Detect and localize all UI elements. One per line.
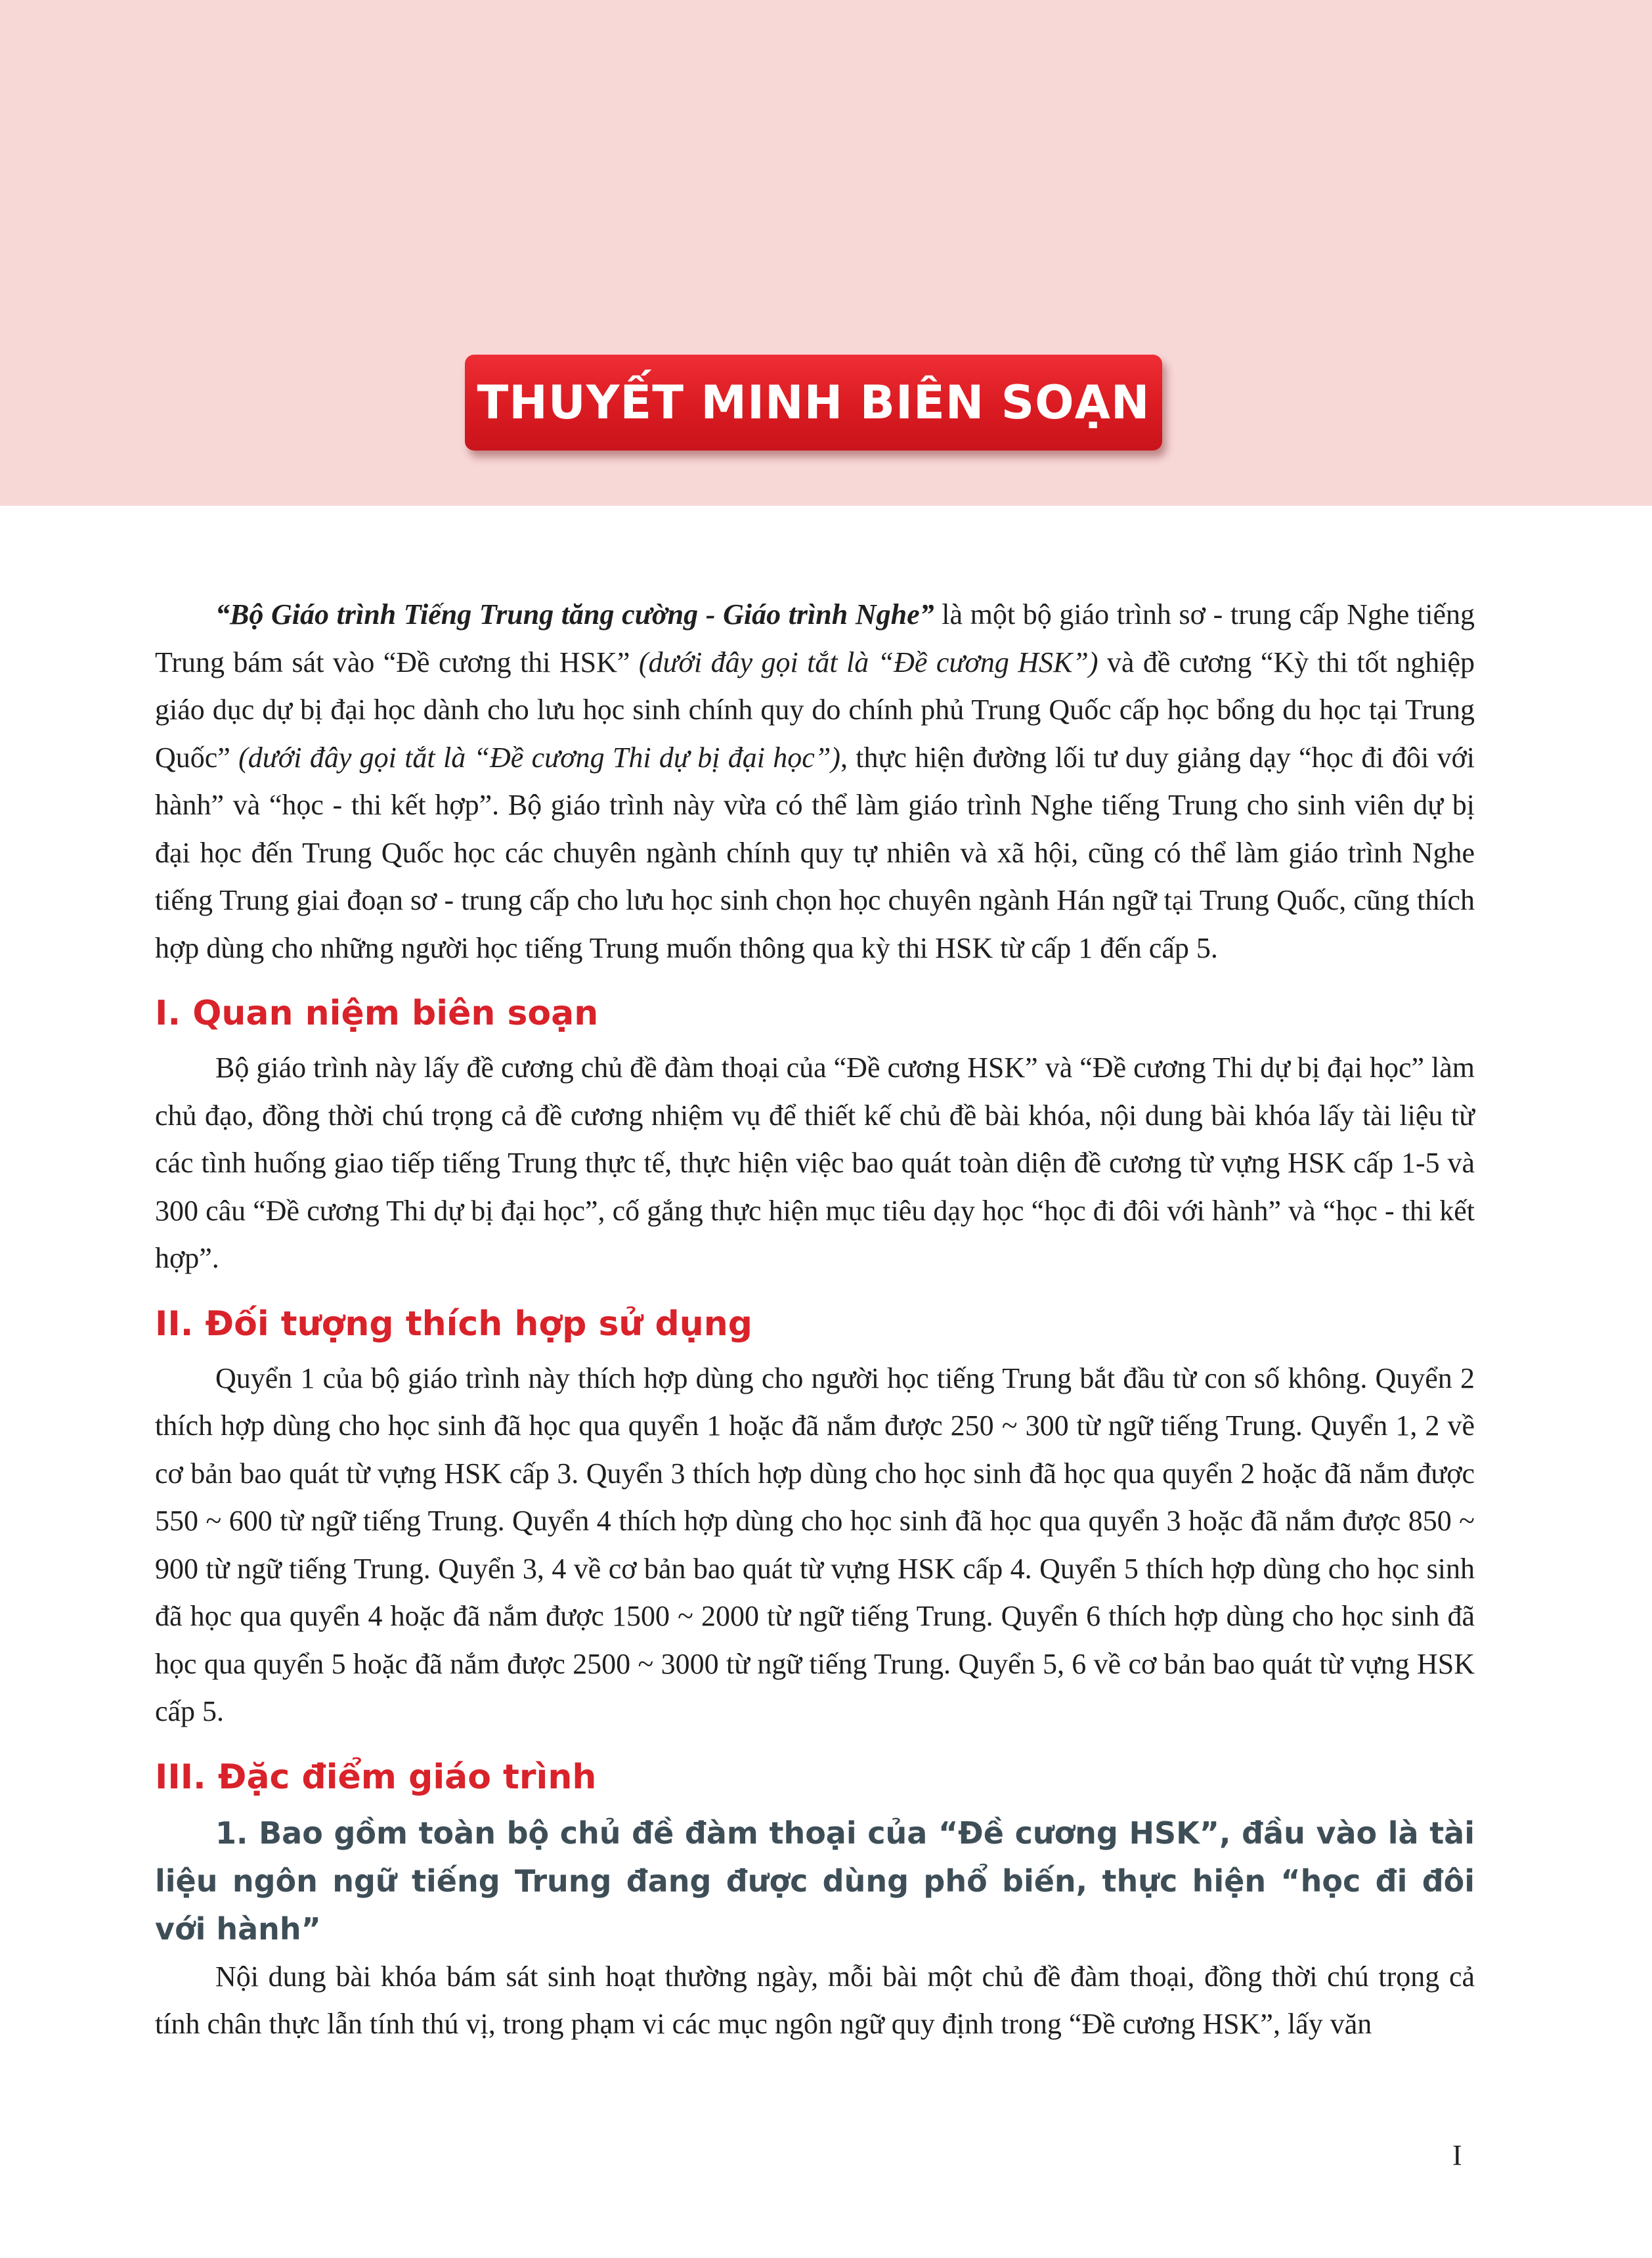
section-heading-1: I. Quan niệm biên soạn [155,994,599,1033]
section-paragraph-1: Bộ giáo trình này lấy đề cương chủ đề đàm thoại của “Đề cương HSK” và “Đề cương Thi dự bị đại học” làm chủ đạo, đồng thời chú trọng cả đề cương nhiệm vụ để thiết kế chủ đề bài khóa, nội dung bài khóa lấy tài liệu từ các tình huống giao tiếp tiếng Trung thực tế, thực hiện việc bao quát toàn diện đề cương từ vựng HSK cấp 1-5 và 300 câu “Đề cương Thi dự bị đại học”, cố gắng thực hiện mục tiêu dạy học “học đi đôi với hành” và “học - thi kết hợp”. [155,1052,1475,1274]
intro-text-2: và đề cương “Kỳ thi tốt nghiệp giáo dục dự bị đại học dành cho lưu học sinh chính quy do chính phủ Trung Quốc cấp học bổng du học tại Trung Quốc” [155,646,1475,774]
section-paragraph-3: Nội dung bài khóa bám sát sinh hoạt thường ngày, mỗi bài một chủ đề đàm thoại, đồng thời chú trọng cả tính chân thực lẫn tính thú vị, trong phạm vi các mục ngôn ngữ quy định trong “Đề cương HSK”, lấy văn [155,1960,1475,2040]
intro-text-1: là một bộ giáo trình sơ - trung cấp Nghe tiếng Trung bám sát vào “Đề cương thi HSK” [155,598,1475,678]
page-number: I [1452,2139,1462,2171]
page-title: THUYẾT MINH BIÊN SOẠN [477,376,1150,430]
section-heading-2: II. Đối tượng thích hợp sử dụng [155,1304,752,1344]
intro-italic-1: (dưới đây gọi tắt là “Đề cương HSK”) [638,646,1098,678]
section-heading-3: III. Đặc điểm giáo trình [155,1757,597,1797]
document-body [155,591,1475,2048]
section-paragraph-2: Quyển 1 của bộ giáo trình này thích hợp dùng cho người học tiếng Trung bắt đầu từ con số không. Quyển 2 thích hợp dùng cho học sinh đã học qua quyển 1 hoặc đã nắm được 250 ~ 300 từ ngữ tiếng Trung. Quyển 1, 2 về cơ bản bao quát từ vựng HSK cấp 3. Quyển 3 thích hợp dùng cho học sinh đã học qua quyển 2 hoặc đã nắm được 550 ~ 600 từ ngữ tiếng Trung. Quyển 4 thích hợp dùng cho học sinh đã học qua quyển 3 hoặc đã nắm được 850 ~ 900 từ ngữ tiếng Trung. Quyển 3, 4 về cơ bản bao quát từ vựng HSK cấp 4. Quyển 5 thích hợp dùng cho học sinh đã học qua quyển 4 hoặc đã nắm được 1500 ~ 2000 từ ngữ tiếng Trung. Quyển 6 thích hợp dùng cho học sinh đã học qua quyển 5 hoặc đã nắm được 2500 ~ 3000 từ ngữ tiếng Trung. Quyển 5, 6 về cơ bản bao quát từ vựng HSK cấp 5. [155,1361,1475,1727]
intro-lead: “Bộ Giáo trình Tiếng Trung tăng cường - Giáo trình Nghe” [215,598,934,631]
intro-text-3: , thực hiện đường lối tư duy giảng dạy “học đi đôi với hành” và “học - thi kết hợp”. Bộ giáo trình này vừa có thể làm giáo trình Nghe tiếng Trung cho sinh viên dự bị đại học đến Trung Quốc học các chuyên ngành chính quy tự nhiên và xã hội, cũng có thể làm giáo trình Nghe tiếng Trung giai đoạn sơ - trung cấp cho lưu học sinh chọn học chuyên ngành Hán ngữ tại Trung Quốc, cũng thích hợp dùng cho những người học tiếng Trung muốn thông qua kỳ thi HSK từ cấp 1 đến cấp 5. [155,741,1475,964]
title-banner [465,355,1162,451]
intro-paragraph [155,591,1475,972]
section-subheading-3-1: 1. Bao gồm toàn bộ chủ đề đàm thoại của “Đề cương HSK”, đầu vào là tài liệu ngôn ngữ tiếng Trung đang được dùng phổ biến, thực hiện “học đi đôi với hành” [155,1815,1475,1947]
intro-italic-2: (dưới đây gọi tắt là “Đề cương Thi dự bị đại học”) [238,741,840,774]
